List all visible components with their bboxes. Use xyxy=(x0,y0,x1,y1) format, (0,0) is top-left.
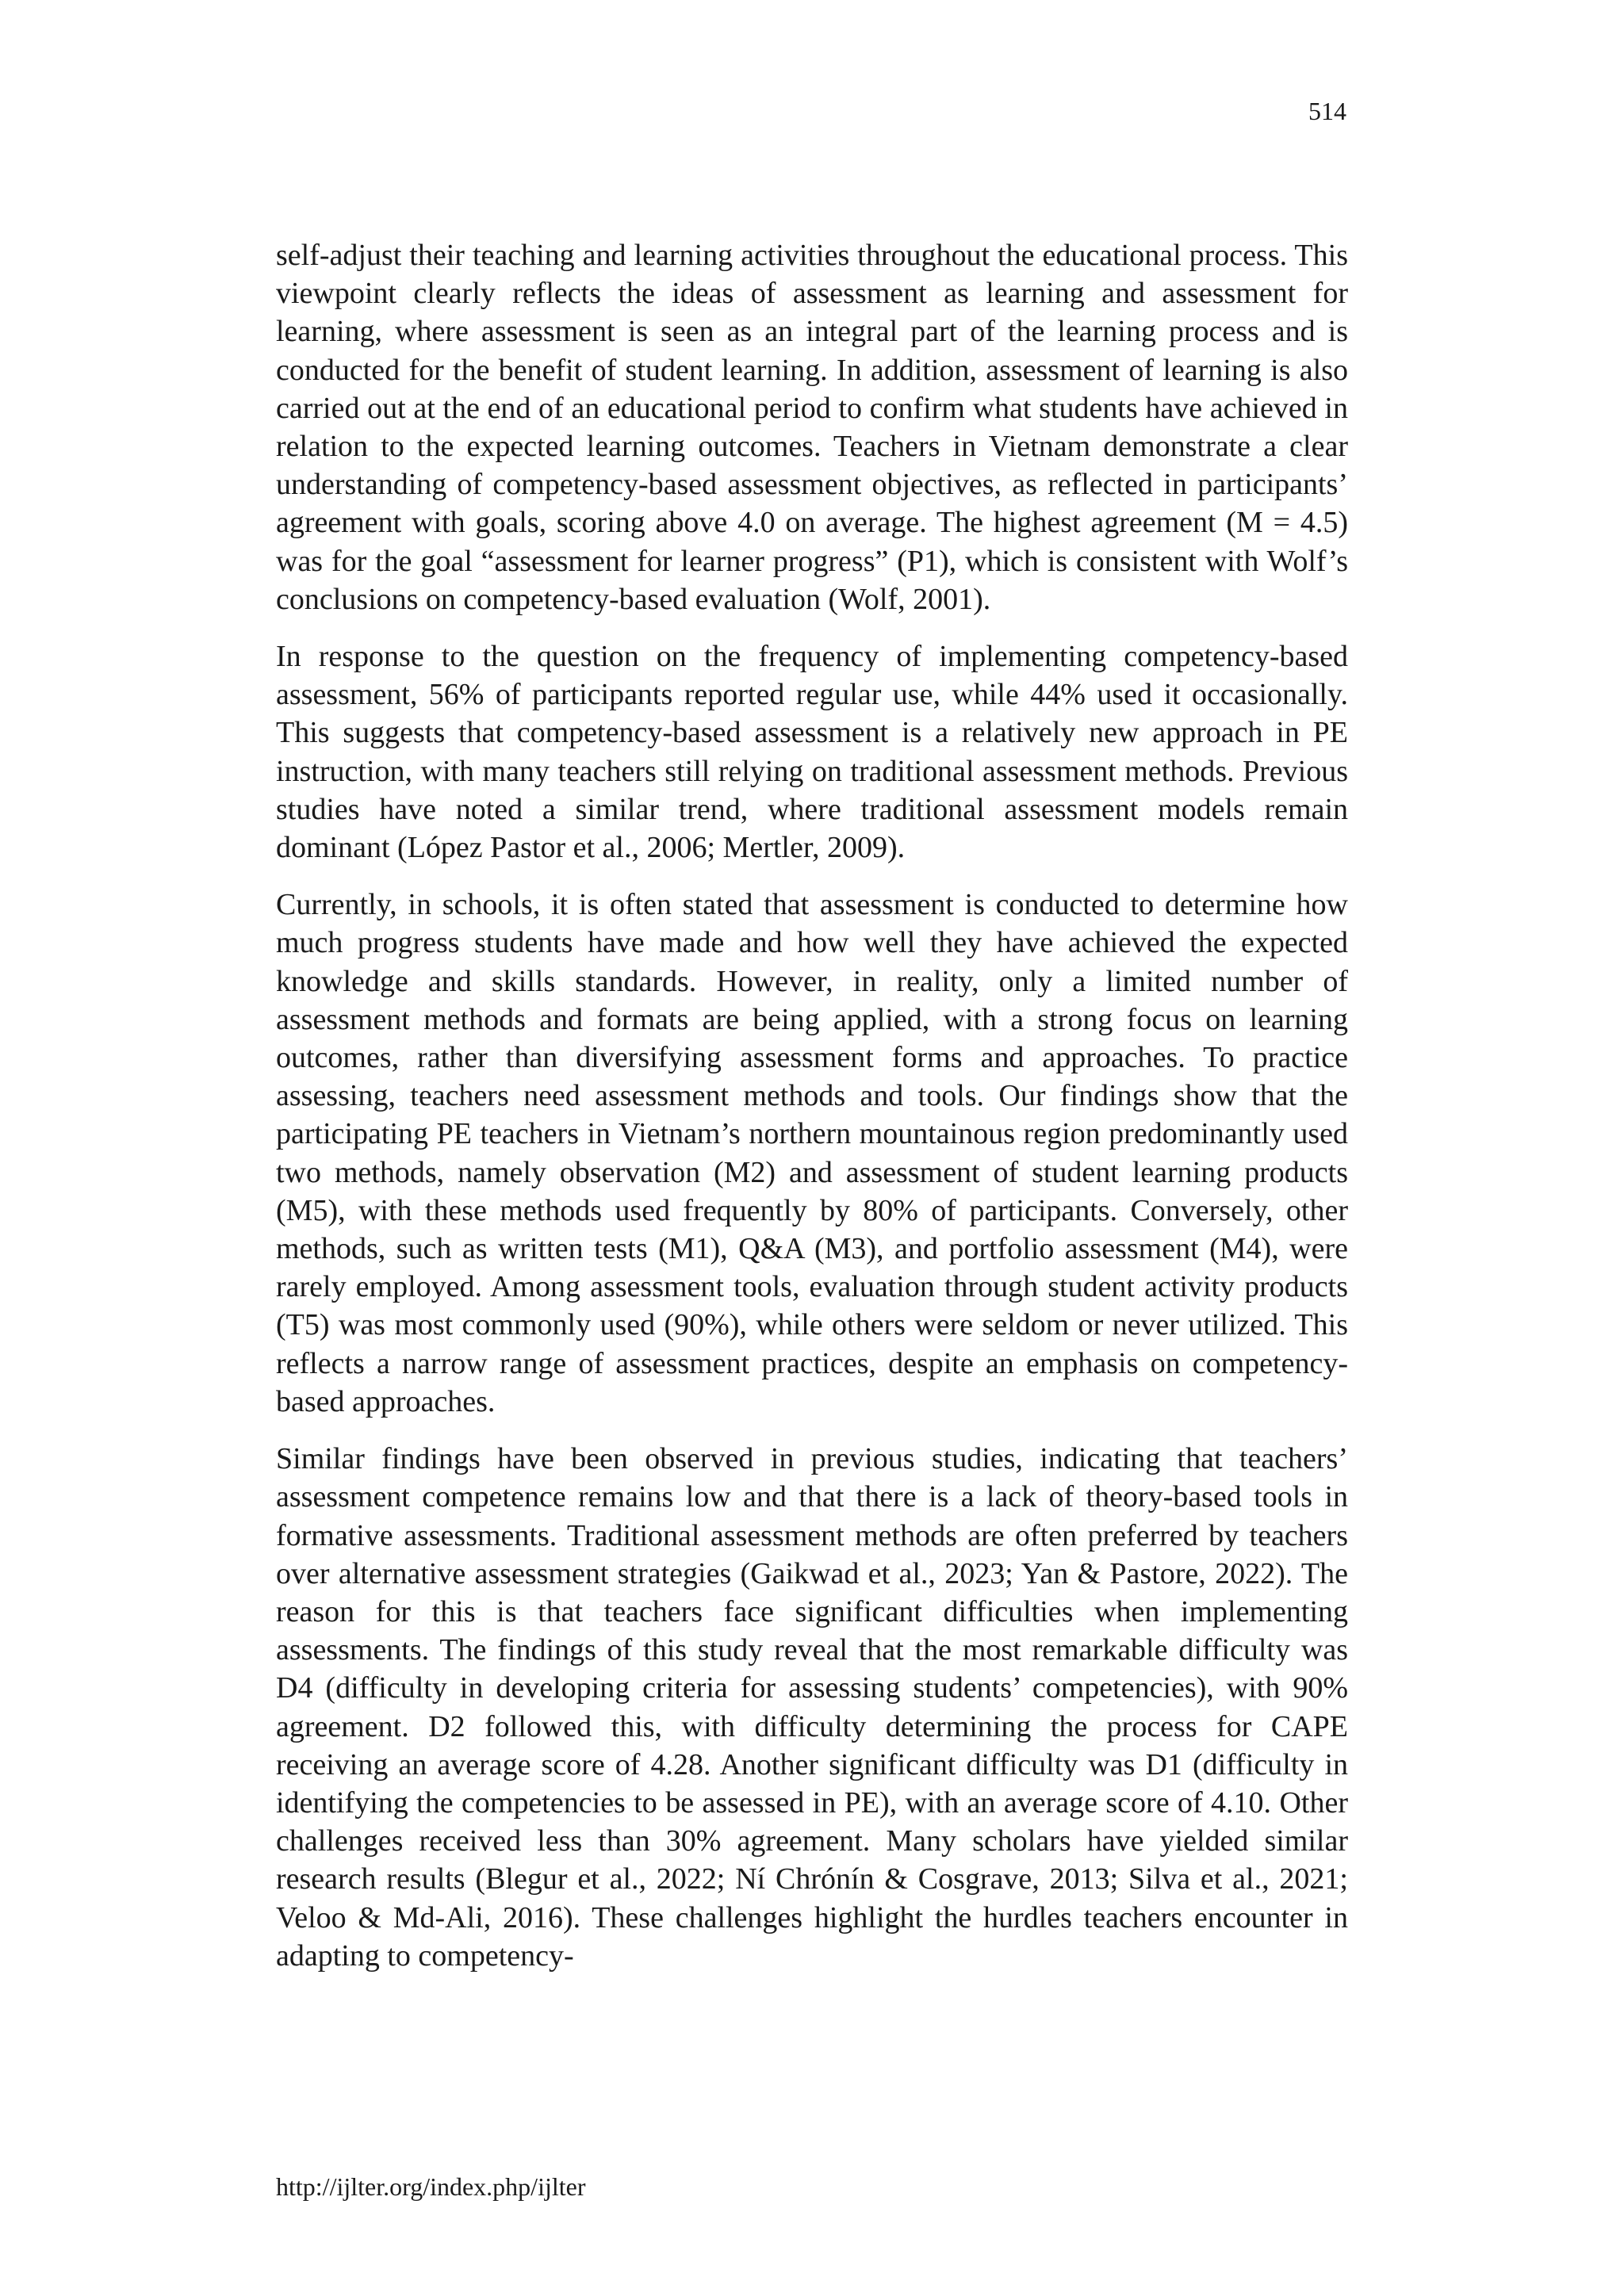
body-text xyxy=(276,236,1348,1994)
page-number: 514 xyxy=(1308,97,1346,125)
footer-url[interactable]: http://ijlter.org/index.php/ijlter xyxy=(276,2172,586,2201)
paragraph-1: self-adjust their teaching and learning activities throughout the educational process. This viewpoint clearly reflects the ideas of assessment as learning and assessment for learning, where assessment is seen as an integral part of the learning process and is conducted for the benefit of student learning. In addition, assessment of learning is also carried out at the end of an educational period to confirm what students have achieved in relation to the expected learning outcomes. Teachers in Vietnam demonstrate a clear understanding of competency-based assessment objectives, as reflected in participants’ agreement with goals, scoring above 4.0 on average. The highest agreement (M = 4.5) was for the goal “assessment for learner progress” (P1), which is consistent with Wolf’s conclusions on competency-based evaluation (Wolf, 2001). xyxy=(276,239,1348,616)
paragraph-3: Currently, in schools, it is often stated that assessment is conducted to determine how much progress students have made and how well they have achieved the expected knowledge and skills standards. However, in reality, only a limited number of assessment methods and formats are being applied, with a strong focus on learning outcomes, rather than diversifying assessment forms and approaches. To practice assessing, teachers need assessment methods and tools. Our findings show that the participating PE teachers in Vietnam’s northern mountainous region predominantly used two methods, namely observation (M2) and assessment of student learning products (M5), with these methods used frequently by 80% of participants. Conversely, other methods, such as written tests (M1), Q&A (M3), and portfolio assessment (M4), were rarely employed. Among assessment tools, evaluation through student activity products (T5) was most commonly used (90%), while others were seldom or never utilized. This reflects a narrow range of assessment practices, despite an emphasis on competency-based approaches. xyxy=(276,888,1348,1418)
paragraph-2: In response to the question on the frequency of implementing competency-based assessment, 56% of participants reported regular use, while 44% used it occasionally. This suggests that competency-based assessment is a relatively new approach in PE instruction, with many teachers still relying on traditional assessment methods. Previous studies have noted a similar trend, where traditional assessment models remain dominant (López Pastor et al., 2006; Mertler, 2009). xyxy=(276,640,1348,865)
paragraph-4: Similar findings have been observed in previous studies, indicating that teachers’ assessment competence remains low and that there is a lack of theory-based tools in formative assessments. Traditional assessment methods are often preferred by teachers over alternative assessment strategies (Gaikwad et al., 2023; Yan & Pastore, 2022). The reason for this is that teachers face significant difficulties when implementing assessments. The findings of this study reveal that the most remarkable difficulty was D4 (difficulty in developing criteria for assessing students’ competencies), with 90% agreement. D2 followed this, with difficulty determining the process for CAPE receiving an average score of 4.28. Another significant difficulty was D1 (difficulty in identifying the competencies to be assessed in PE), with an average score of 4.10. Other challenges received less than 30% agreement. Many scholars have yielded similar research results (Blegur et al., 2022; Ní Chrónín & Cosgrave, 2013; Silva et al., 2021; Veloo & Md-Ali, 2016). These challenges highlight the hurdles teachers encounter in adapting to competency- xyxy=(276,1442,1348,1973)
